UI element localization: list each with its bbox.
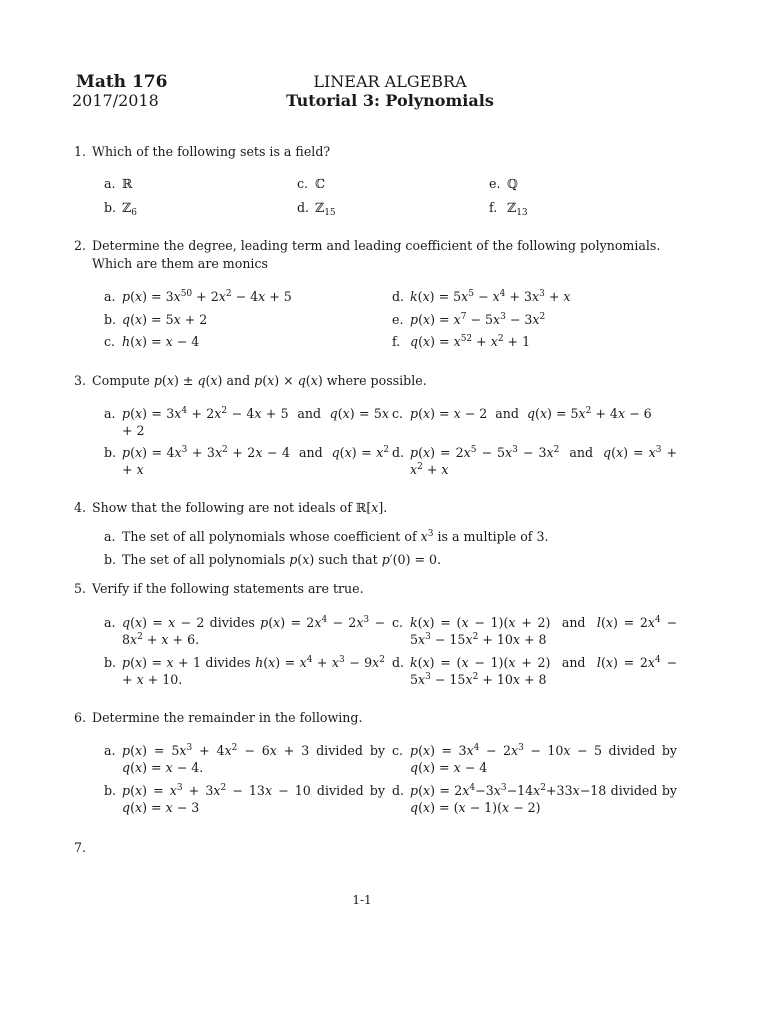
question-5-text: Verify if the following statements are true.	[92, 581, 364, 596]
question-1-text: Which of the following sets is a field?	[92, 144, 331, 159]
question-2-text: Determine the degree, leading term and leading coefficient of the following polynomials. Which are them are monics	[92, 238, 661, 271]
question-1-number: 1.	[74, 144, 87, 159]
question-5-number: 5.	[74, 581, 87, 596]
question-4-text: Show that the following are not ideals of ℝ[x].	[92, 500, 388, 515]
subject-title: LINEAR ALGEBRA	[313, 72, 467, 91]
question-6-text: Determine the remainder in the following.	[92, 710, 363, 725]
question-3-number: 3.	[74, 373, 87, 388]
question-7-number: 7.	[74, 840, 87, 855]
question-3-text: Compute p(x) ± q(x) and p(x) × q(x) where possible.	[92, 373, 427, 388]
question-6-number: 6.	[74, 710, 87, 725]
page-number: 1-1	[352, 893, 372, 907]
course-title: Math 176	[76, 72, 168, 92]
academic-year: 2017/2018	[72, 91, 159, 110]
question-4-number: 4.	[74, 500, 87, 515]
tutorial-title: Tutorial 3: Polynomials	[286, 91, 494, 110]
question-2-number: 2.	[74, 238, 87, 253]
